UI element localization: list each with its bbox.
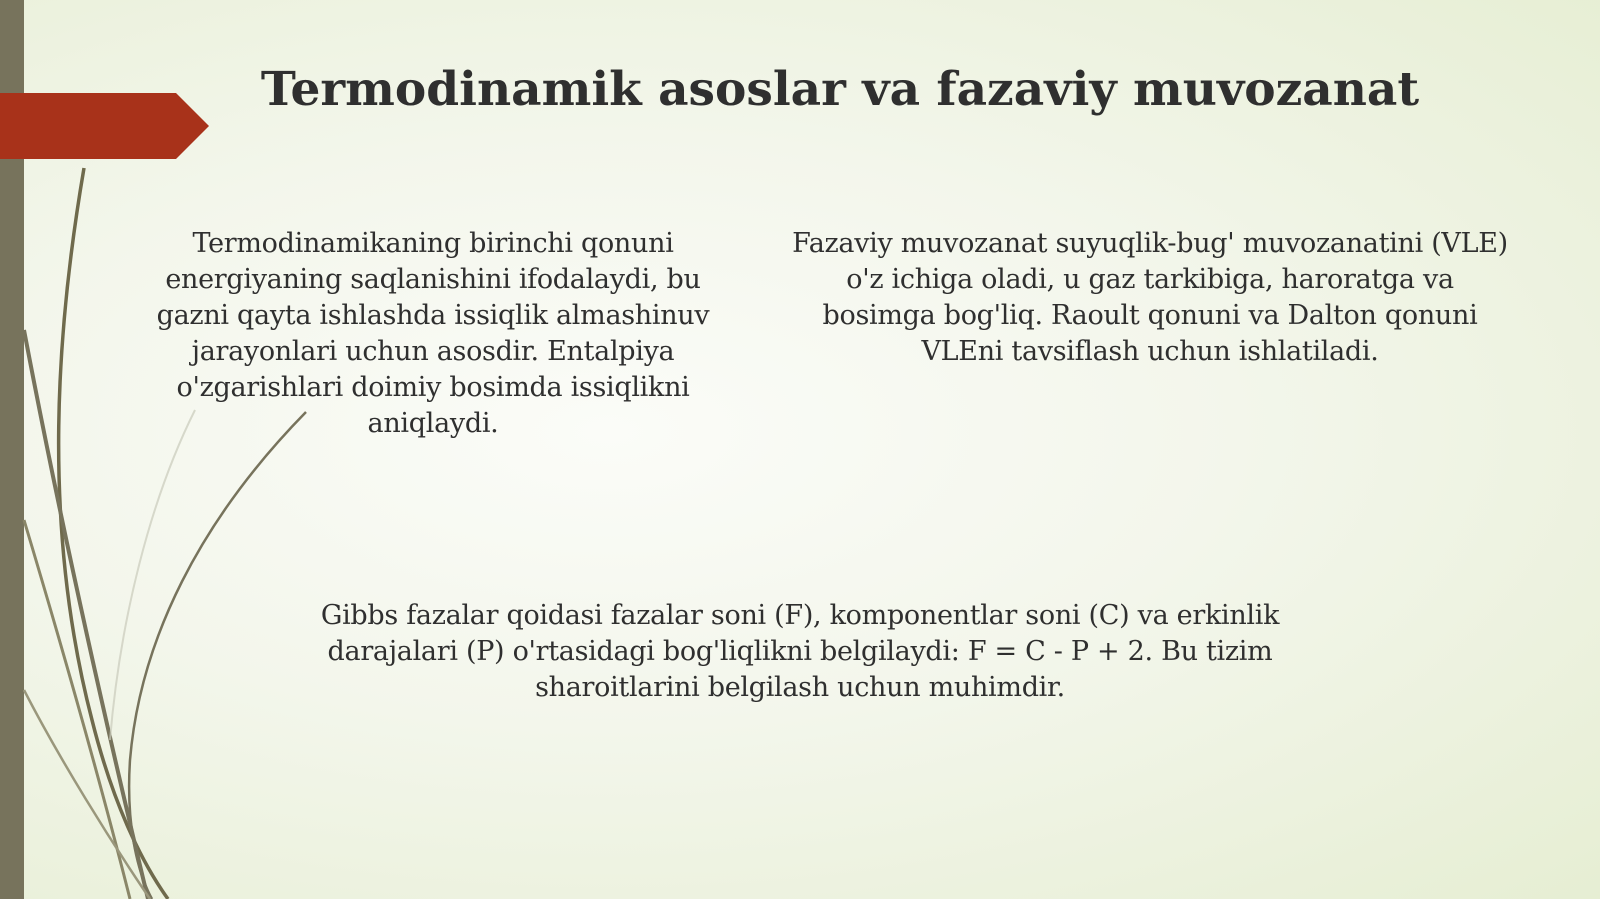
gibbs-rule-text: Gibbs fazalar qoidasi fazalar soni (F), komponentlar soni (C) va erkinlik darajalari (P) o'rtasidagi bog'liqlikni belgilaydi: F = C - P + 2. Bu tizim sharoitlarini belgilash uchun muhimdir.	[320, 600, 1280, 703]
arrow-tab-icon	[0, 93, 209, 159]
first-law-text: Termodinamikaning birinchi qonuni energiyaning saqlanishini ifodalaydi, bu gazni qayta ishlashda issiqlik almashinuv jarayonlari uchun asosdir. Entalpiya o'zgarishlari doimiy bosimda issiqlikni aniqlaydi.	[156, 228, 710, 439]
phase-equilibrium-text: Fazaviy muvozanat suyuqlik-bug' muvozanatini (VLE) o'z ichiga oladi, u gaz tarkibiga, haroratga va bosimga bog'liq. Raoult qonuni va Dalton qonuni VLEni tavsiflash uchun ishlatiladi.	[792, 228, 1508, 367]
slide-title: Termodinamik asoslar va fazaviy muvozanat	[260, 62, 1420, 117]
